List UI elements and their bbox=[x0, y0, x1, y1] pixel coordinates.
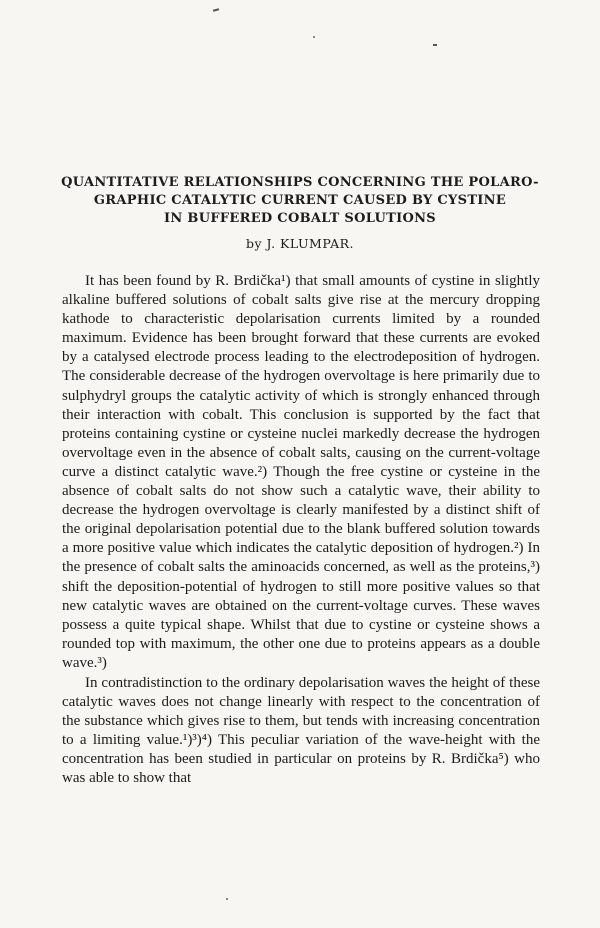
scan-mark bbox=[433, 44, 437, 46]
title-line-1: QUANTITATIVE RELATIONSHIPS CONCERNING THE POLARO- bbox=[61, 175, 539, 190]
title-line-2: GRAPHIC CATALYTIC CURRENT CAUSED BY CYSTINE bbox=[93, 193, 507, 208]
scan-speck bbox=[313, 36, 315, 38]
scan-mark bbox=[213, 8, 219, 11]
author-byline: by J. KLUMPAR. bbox=[246, 236, 354, 251]
title-line-3: IN BUFFERED COBALT SOLUTIONS bbox=[164, 211, 436, 226]
article-title bbox=[40, 174, 560, 228]
scan-speck bbox=[226, 898, 228, 900]
paragraph-2: In contradistinction to the ordinary depolarisation waves the height of these catalytic waves does not change linearly with respect to the concentration of the substance which gives rise to them, but tends with increasing concentration to a limiting value.¹)³)⁴) This peculiar variation of the wave-height with the concentration has been studied in particular on proteins by R. Brdička⁵) who was able to show that bbox=[62, 674, 540, 787]
article-body bbox=[62, 272, 540, 790]
paragraph-1: It has been found by R. Brdička¹) that small amounts of cystine in slightly alkaline buffered solutions of cobalt salts give rise at the mercury dropping kathode to characteristic depolarisation currents limited by a rounded maximum. Evidence has been brought forward that these currents are evoked by a catalysed electrode process leading to the electrodeposition of hydrogen. The considerable decrease of the hydrogen overvoltage is here primarily due to sulphydryl groups the catalytic activity of which is strongly enhanced through their interaction with cobalt. This conclusion is supported by the fact that proteins containing cystine or cysteine nuclei markedly decrease the hydrogen overvoltage even in the absence of cobalt salts, causing on the current-voltage curve a distinct catalytic wave.²) Though the free cystine or cysteine in the absence of cobalt salts do not show such a catalytic wave, their ability to decrease the hydrogen overvoltage is clearly manifested by a distinct shift of the original depolarisation potential due to the blank buffered solution towards a more positive value which indicates the catalytic deposition of hydrogen.²) In the presence of cobalt salts the aminoacids concerned, as well as the proteins,³) shift the deposition-potential of hydrogen to still more positive values so that new catalytic waves are obtained on the current-voltage curves. These waves possess a quite typical shape. Whilst that due to cystine or cysteine shows a rounded top with maximum, the other one due to proteins appears as a double wave.³) bbox=[62, 273, 540, 671]
